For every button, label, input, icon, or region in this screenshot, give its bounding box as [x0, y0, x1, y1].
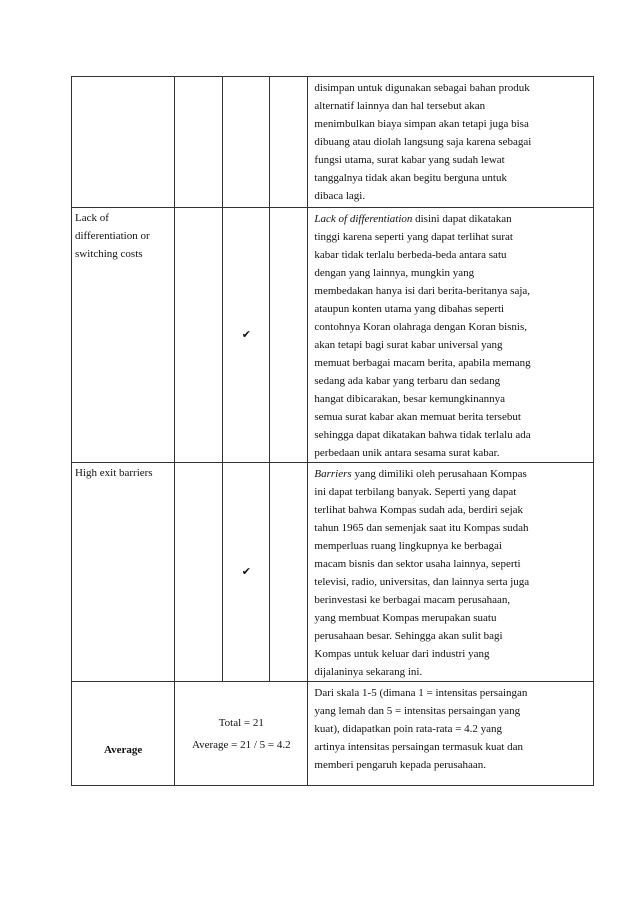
italic-term: Barriers: [314, 468, 352, 480]
totals-cell: [175, 682, 308, 786]
check-mark-icon: ✔: [223, 463, 270, 682]
description-cell: [308, 208, 594, 463]
description-cell: [308, 682, 594, 786]
empty-cell: [175, 77, 223, 208]
check-mark-icon: ✔: [223, 208, 270, 463]
table-row: [72, 208, 594, 463]
total-value: Total = 21: [218, 716, 264, 729]
description-text: Barriers yang dimiliki oleh perusahaan Kompas ini dapat terbilang banyak. Seperti yang dapat terlihat bahwa Kompas sudah ada, berdiri sejak tahun 1965 dan semenjak saat itu Kompas sudah memperluas ruang lingkupnya ke berbagai macam bisnis dan sektor usaha lainnya, seperti televisi, radio, universitas, dan lainnya serta juga berinvestasi ke berbagai macam perusahaan, yang membuat Kompas merupakan suatu perusahaan besar. Sehingga akan sulit bagi Kompas untuk keluar dari industri yang dijalaninya sekarang ini.: [314, 468, 530, 678]
average-formula: Average = 21 / 5 = 4.2: [191, 738, 291, 751]
empty-cell: [175, 208, 223, 463]
description-text: disimpan untuk digunakan sebagai bahan produk alternatif lainnya dan hal tersebut akan menimbulkan biaya simpan akan tetapi juga bisa dibuang atau diolah langsung saja karena sebagai fungsi utama, surat kabar yang sudah lewat tanggalnya tidak akan begitu berguna untuk dibaca lagi.: [314, 82, 532, 202]
criterion-cell: High exit barriers: [72, 463, 175, 682]
table-row: [72, 463, 594, 682]
average-row: [72, 682, 594, 786]
empty-cell: [270, 77, 308, 208]
description-cell: [308, 463, 594, 682]
average-label: Average: [72, 682, 175, 786]
description-cell: [308, 77, 594, 208]
empty-cell: [270, 208, 308, 463]
average-description-text: Dari skala 1-5 (dimana 1 = intensitas persaingan yang lemah dan 5 = intensitas persaingan yang kuat), didapatkan poin rata-rata = 4.2 yang artinya intensitas persaingan termasuk kuat dan memberi pengaruh kepada perusahaan.: [314, 687, 528, 771]
criterion-cell: [72, 77, 175, 208]
empty-cell: [175, 463, 223, 682]
table-row: [72, 77, 594, 208]
italic-term: Lack of differentiation: [314, 213, 413, 225]
analysis-table: [71, 76, 594, 786]
empty-cell: [223, 77, 270, 208]
empty-cell: [270, 463, 308, 682]
description-text: Lack of differentiation disini dapat dikatakan tinggi karena seperti yang dapat terlihat surat kabar tidak terlalu berbeda-beda antara satu dengan yang lainnya, mungkin yang membedakan hanya isi dari berita-beritanya saja, ataupun konten utama yang dibahas seperti contohnya Koran olahraga dengan Koran bisnis, akan tetapi bagi surat kabar universal yang memuat berbagai macam berita, apabila memang sedang ada kabar yang terbaru dan sedang hangat dibicarakan, besar kemungkinannya semua surat kabar akan memuat berita tersebut sehingga dapat dikatakan bahwa tidak terlalu ada perbedaan unik antara sesama surat kabar.: [314, 213, 531, 459]
criterion-cell: Lack of differentiation or switching costs: [72, 208, 175, 463]
